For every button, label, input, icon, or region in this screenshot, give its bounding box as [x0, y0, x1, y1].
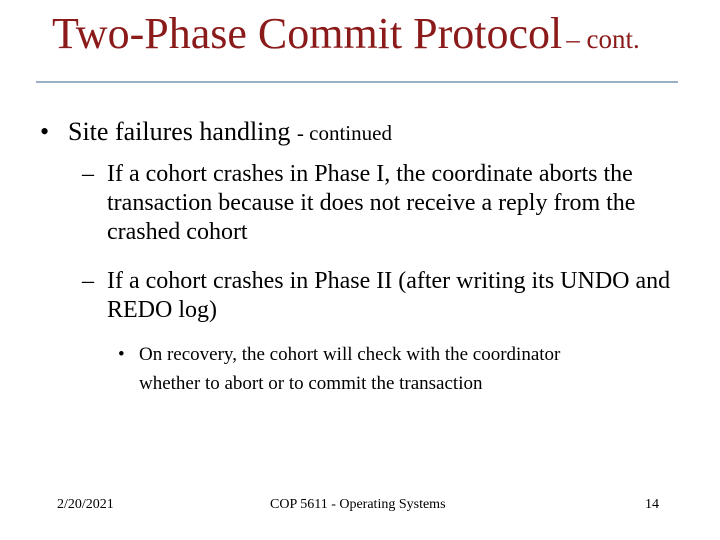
subbullet-phase-one: [82, 160, 707, 247]
bullet-marker: •: [40, 117, 50, 146]
bullet-main: [40, 116, 680, 149]
footer-page-number: 14: [645, 497, 659, 512]
footer-date: 2/20/2021: [57, 497, 114, 512]
subbullet-text: If a cohort crashes in Phase I, the coordinate aborts the transaction because it does not receive a reply from the crashed cohort: [107, 161, 636, 245]
subbullet-text: If a cohort crashes in Phase II (after writing its UNDO and REDO log): [107, 268, 671, 323]
slide-title: [52, 9, 640, 58]
subbullet-phase-two: [82, 267, 707, 325]
footer-course: COP 5611 - Operating Systems: [270, 497, 446, 512]
dash-marker: –: [82, 161, 94, 187]
bullet-main-text: Site failures handling: [68, 117, 291, 146]
subsubbullet-text: On recovery, the cohort will check with the coordinator whether to abort or to commit the transaction: [139, 344, 561, 394]
title-suffix: – cont.: [566, 24, 640, 54]
dash-marker: –: [82, 268, 94, 294]
title-text: Two-Phase Commit Protocol: [52, 9, 563, 58]
subsubbullet-recovery: [118, 340, 619, 398]
bullet-main-suffix: - continued: [296, 121, 392, 145]
bullet-marker: •: [118, 344, 125, 365]
title-divider: [36, 81, 678, 83]
